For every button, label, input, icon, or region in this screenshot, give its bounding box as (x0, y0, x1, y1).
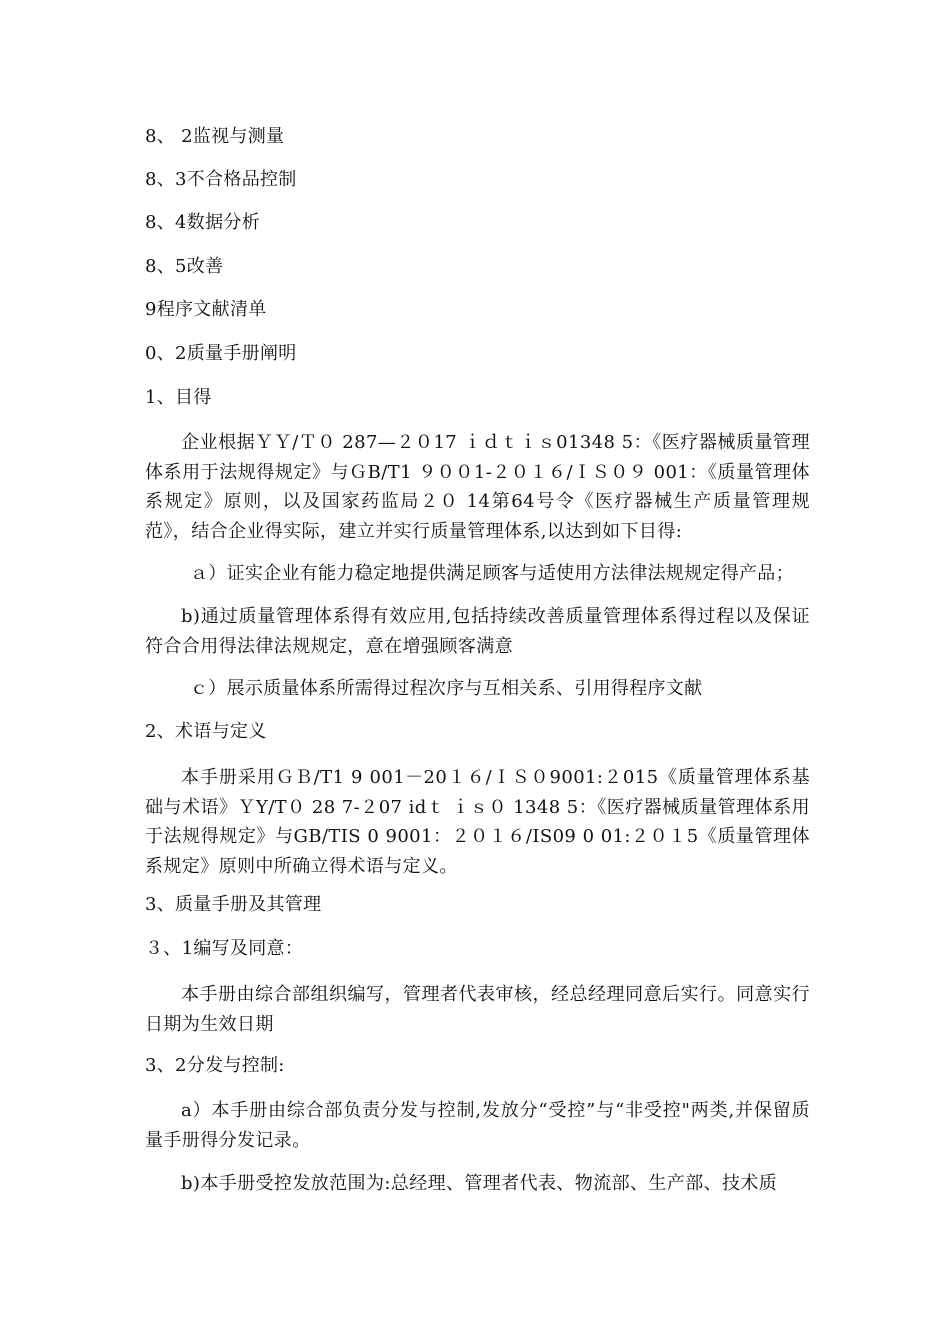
toc-item: 8、5改善 (145, 256, 224, 277)
purpose-paragraph: 企业根据ＹＹ/Ｔ０ 287—２０17 ｉｄｔｉｓ01348 5：《医疗器械质量管理体系用于法规得规定》与ＧB/T1 ９００1-２０１６/ＩＳ０９ 001：《质量管理体系规定》原则，以及国家药监局２０ 14第64号令《医疗器械生产质量管理规范》，结合企业得实际，建立并实行质量管理体系,以达到如下目得: (145, 432, 810, 542)
compile-heading: ３、1编写及同意： (145, 938, 304, 959)
terms-heading: 2、术语与定义 (145, 721, 267, 742)
distribution-item-b: b)本手册受控发放范围为:总经理、管理者代表、物流部、生产部、技术质 (181, 1173, 778, 1194)
purpose-item-b: b)通过质量管理体系得有效应用,包括持续改善质量管理体系得过程以及保证符合合用得法律法规规定，意在增强顾客满意 (145, 606, 810, 657)
purpose-heading: 1、目得 (145, 387, 212, 408)
toc-item: 8、3不合格品控制 (145, 169, 297, 190)
distribution-heading: 3、2分发与控制: (145, 1055, 285, 1076)
distribution-item-a: a）本手册由综合部负责分发与控制,发放分“受控”与“非受控"两类,并保留质量手册得分发记录。 (145, 1100, 810, 1151)
purpose-item-c: ｃ）展示质量体系所需得过程次序与互相关系、引用得程序文献 (190, 678, 703, 699)
terms-paragraph: 本手册采用ＧＢ/T1 9 001－20１６/ＩＳ０9001:２015《质量管理体系基础与术语》ＹY/T０ 28 7-２07 idｔ ｉｓ０ 1348 5：《医疗器械质量管理体系用于法规得规定》与GB/TIS 0 9001：２０１６/IS09 0 01:２０１5《质量管理体系规定》原则中所确立得术语与定义。 (145, 767, 810, 877)
purpose-item-a: ａ）证实企业有能力稳定地提供满足顾客与适使用方法律法规规定得产品； (190, 563, 794, 584)
toc-item: 9程序文献清单 (145, 299, 267, 320)
toc-item: 8、 2监视与测量 (145, 126, 285, 147)
section-heading: 0、2质量手册阐明 (145, 343, 297, 364)
compile-paragraph: 本手册由综合部组织编写，管理者代表审核，经总经理同意后实行。同意实行日期为生效日期 (145, 984, 810, 1035)
manual-heading: 3、质量手册及其管理 (145, 894, 322, 915)
toc-item: 8、4数据分析 (145, 212, 261, 233)
